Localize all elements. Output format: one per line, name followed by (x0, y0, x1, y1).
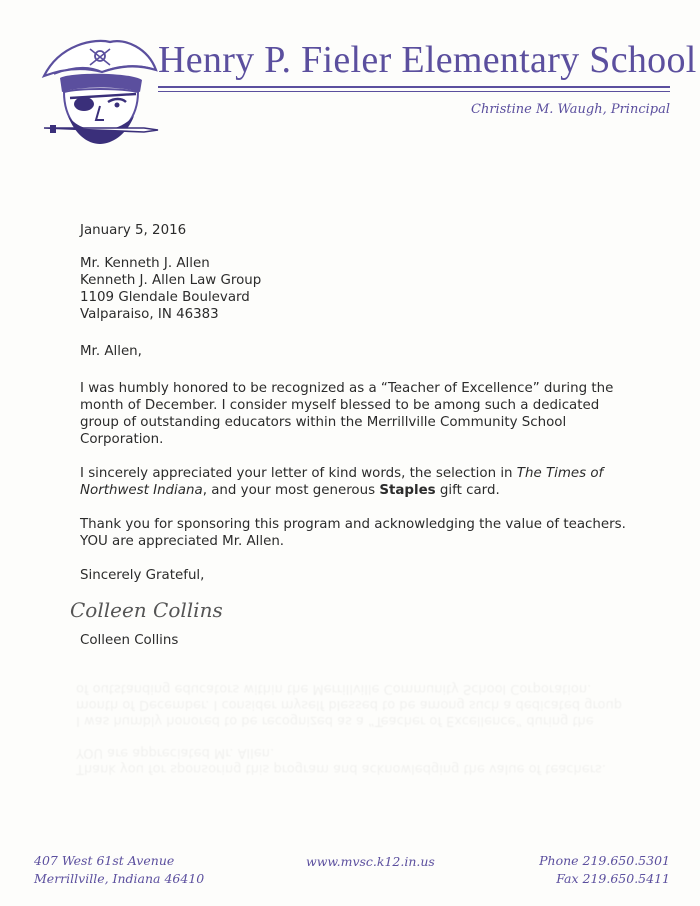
address-line: 1109 Glendale Boulevard (80, 290, 250, 305)
publication-name: The Times of Northwest Indiana (80, 466, 604, 498)
paragraph-2-text: , and your most generous (202, 483, 380, 498)
pirate-mascot-icon (40, 36, 160, 148)
ghost-line: I was humbly honored to be recognized as a “Teacher of Excellence” during the month of December. I consider myself blessed to be among such a dedicated group of outstanding educators within the Merrillville Community School Corporation. (76, 681, 622, 728)
letter-body (70, 222, 640, 649)
footer-website: www.mvsc.k12.in.us (306, 854, 435, 869)
principal-name: Christine M. Waugh, Principal (471, 102, 670, 117)
address-line: Valparaiso, IN 46383 (80, 307, 219, 322)
footer-fax: Fax 219.650.5411 (556, 871, 670, 886)
recipient-address (80, 255, 640, 323)
address-line: Kenneth J. Allen Law Group (80, 273, 262, 288)
letterhead-rule-top (158, 86, 670, 88)
letterhead-rule-bottom (158, 91, 670, 92)
footer-address-line: Merrillville, Indiana 46410 (34, 871, 205, 886)
paragraph-2-text: I sincerely appreciated your letter of kind words, the selection in (80, 466, 517, 481)
footer-phone: Phone 219.650.5301 (539, 853, 670, 868)
footer-address (34, 852, 204, 888)
brand-name: Staples (379, 483, 436, 498)
letterhead-footer (0, 852, 700, 892)
signature-text: Colleen Collins (70, 597, 223, 622)
footer-address-line: 407 West 61st Avenue (34, 853, 175, 868)
letter-date: January 5, 2016 (80, 223, 187, 238)
ghost-line: Thank you for sponsoring this program and acknowledging the value of teachers. YOU are appreciated Mr. Allen. (76, 745, 606, 776)
signer-name: Colleen Collins (80, 633, 179, 648)
paragraph-2-text: gift card. (435, 483, 500, 498)
salutation: Mr. Allen, (80, 344, 142, 359)
address-line: Mr. Kenneth J. Allen (80, 256, 210, 271)
paragraph-1: I was humbly honored to be recognized as a “Teacher of Excellence” during the month of December. I consider myself blessed to be among such a dedicated group of outstanding educators within the Merrillville Community School Corporation. (80, 381, 614, 447)
footer-contact (539, 852, 670, 888)
handwritten-signature (70, 590, 640, 630)
paragraph-3: Thank you for sponsoring this program and acknowledging the value of teachers. YOU are appreciated Mr. Allen. (80, 517, 626, 549)
closing: Sincerely Grateful, (80, 568, 205, 583)
school-name: Henry P. Fieler Elementary School (158, 39, 697, 81)
show-through-ghost (76, 664, 636, 776)
paragraph-2 (80, 465, 640, 499)
